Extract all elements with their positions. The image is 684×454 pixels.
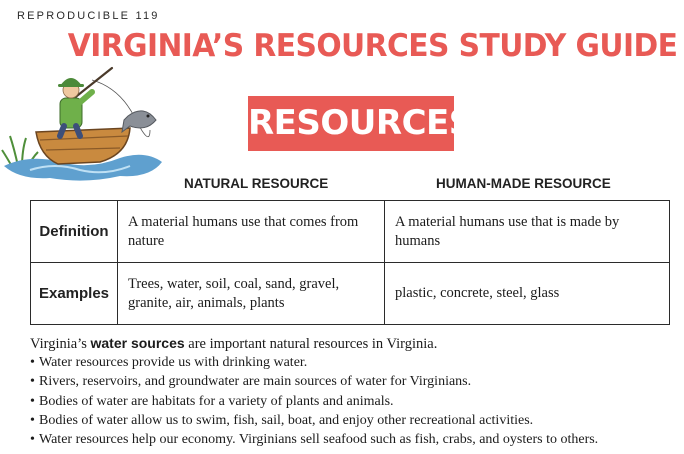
section-badge-resources: RESOURCES (248, 96, 454, 151)
column-header-natural-resource: NATURAL RESOURCE (184, 176, 329, 191)
row-label-examples: Examples (31, 263, 118, 325)
list-item: • Rivers, reservoirs, and groundwater are main sources of water for Virginians. (30, 372, 598, 391)
list-item: • Water resources help our economy. Virginians sell seafood such as fish, crabs, and oysters to others. (30, 430, 598, 449)
natural-examples-cell: Trees, water, soil, coal, sand, gravel, granite, air, animals, plants (118, 263, 385, 325)
fisherman-in-boat-icon (0, 58, 168, 188)
intro-highlight-water-sources: water sources (90, 335, 185, 351)
resources-comparison-table (30, 200, 670, 325)
column-header-human-made-resource: HUMAN-MADE RESOURCE (436, 176, 611, 191)
reproducible-page-label: REPRODUCIBLE 119 (17, 10, 160, 22)
page-title: VIRGINIA’S RESOURCES STUDY GUIDE (67, 28, 678, 64)
list-item: • Bodies of water allow us to swim, fish, sail, boat, and enjoy other recreational activities. (30, 411, 598, 430)
natural-definition-cell: A material humans use that comes from nature (118, 201, 385, 263)
intro-suffix: are important natural resources in Virginia. (188, 336, 438, 352)
human-made-examples-cell: plastic, concrete, steel, glass (385, 263, 670, 325)
water-sources-intro (30, 334, 437, 353)
list-item: • Bodies of water are habitats for a variety of plants and animals. (30, 392, 598, 411)
boat-hull (36, 128, 130, 164)
table-row-examples (31, 263, 670, 325)
table-row-definition (31, 201, 670, 263)
human-made-definition-cell: A material humans use that is made by humans (385, 201, 670, 263)
intro-prefix: Virginia’s (30, 336, 87, 352)
list-item: • Water resources provide us with drinking water. (30, 353, 598, 372)
water-facts-list (30, 353, 598, 449)
row-label-definition: Definition (31, 201, 118, 263)
